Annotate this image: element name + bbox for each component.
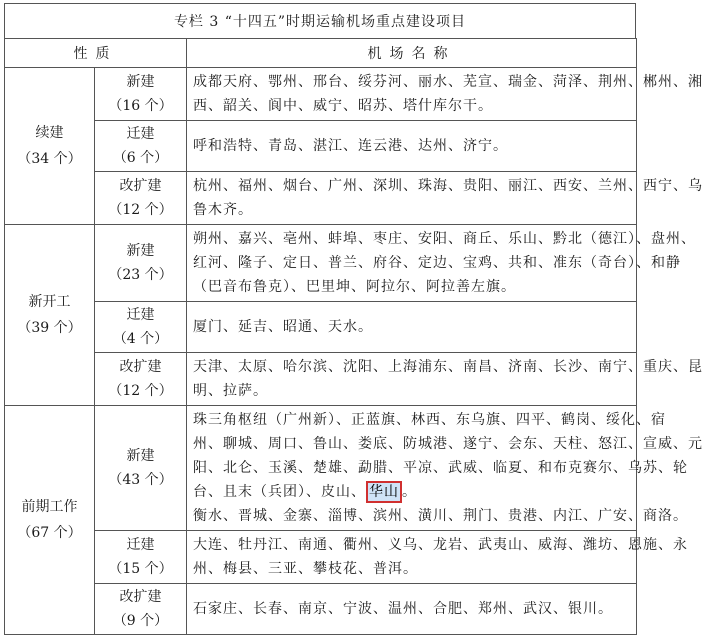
airport-list (187, 172, 703, 225)
airport-line: 珠三角枢纽（广州新）、正蓝旗、林西、东乌旗、四平、鹤岗、绥化、宿 (193, 412, 666, 428)
airport-line: 衡水、晋城、金寨、淄博、滨州、潢川、荆门、贵港、内江、广安、商洛。 (193, 508, 688, 524)
type-count: （23 个） (108, 267, 173, 283)
stage-cell-preliminary (5, 406, 95, 635)
type-name: 新建 (126, 243, 155, 259)
airport-list (187, 225, 696, 302)
airport-line: 州、梅县、三亚、攀枝花、普洱。 (193, 561, 418, 577)
type-cell (95, 121, 187, 172)
type-count: （43 个） (108, 472, 173, 488)
airport-line: 明、拉萨。 (193, 383, 268, 399)
header-airport-names: 机场名称 (187, 39, 637, 68)
type-count: （4 个） (112, 331, 169, 347)
type-count: （16 个） (108, 98, 173, 114)
airport-line: 阳、北仑、玉溪、楚雄、勐腊、平凉、武威、临夏、和布克赛尔、乌苏、轮 (193, 460, 688, 476)
type-cell (95, 68, 187, 121)
type-name: 迁建 (126, 307, 155, 323)
type-name: 迁建 (126, 126, 155, 142)
stage-count: （67 个） (17, 525, 82, 541)
type-cell (95, 172, 187, 225)
stage-cell-new-start (5, 225, 95, 406)
type-count: （12 个） (108, 202, 173, 218)
airport-line: 石家庄、长春、南京、宁波、温州、合肥、郑州、武汉、银川。 (193, 601, 613, 617)
table-row (5, 353, 637, 406)
airport-line: 朔州、嘉兴、亳州、蚌埠、枣庄、安阳、商丘、乐山、黔北（德江）、盘州、 (193, 231, 696, 247)
airport-list (187, 121, 637, 172)
stage-name: 新开工 (28, 294, 71, 310)
airport-line: 红河、隆子、定日、普兰、府谷、定边、宝鸡、共和、准东（奇台）、和静 (193, 255, 681, 271)
type-count: （6 个） (112, 150, 169, 166)
airport-list (187, 531, 688, 584)
header-row (5, 39, 637, 68)
airport-line: 鲁木齐。 (193, 202, 253, 218)
table-row (5, 68, 637, 121)
type-cell (95, 584, 187, 635)
airport-line: 天津、太原、哈尔滨、沈阳、上海浦东、南昌、济南、长沙、南宁、重庆、昆 (193, 359, 703, 375)
type-cell (95, 531, 187, 584)
type-cell (95, 225, 187, 302)
type-name: 改扩建 (119, 359, 162, 375)
header-nature: 性质 (5, 39, 187, 68)
table-title: 专栏 3 “十四五”时期运输机场重点建设项目 (4, 3, 636, 38)
airport-line: 成都天府、鄂州、邢台、绥芬河、丽水、芜宣、瑞金、菏泽、荆州、郴州、湘 (193, 74, 703, 90)
table-row (5, 172, 637, 225)
table-row (5, 584, 637, 635)
type-name: 新建 (126, 74, 155, 90)
table-row (5, 531, 637, 584)
airport-line: 大连、牡丹江、南通、衢州、义乌、龙岩、武夷山、威海、潍坊、恩施、永 (193, 537, 688, 553)
airport-line: 杭州、福州、烟台、广州、深圳、珠海、贵阳、丽江、西安、兰州、西宁、乌 (193, 178, 703, 194)
type-name: 改扩建 (119, 589, 162, 605)
type-cell (95, 353, 187, 406)
airport-line-text: 台、且末（兵团）、皮山、 (193, 484, 366, 500)
airport-line-end: 。 (402, 484, 417, 500)
airport-list (187, 353, 703, 406)
stage-cell-continuing (5, 68, 95, 225)
stage-name: 续建 (35, 125, 64, 141)
airport-line: 州、聊城、周口、鲁山、娄底、防城港、遂宁、会东、天柱、怒江、宣威、元 (193, 436, 703, 452)
type-cell (95, 406, 187, 531)
table-row (5, 302, 637, 353)
stage-name: 前期工作 (21, 499, 78, 515)
type-count: （9 个） (112, 613, 169, 629)
type-name: 迁建 (126, 537, 155, 553)
airport-line: 厦门、延吉、昭通、天水。 (193, 319, 373, 335)
table-row (5, 121, 637, 172)
type-name: 改扩建 (119, 178, 162, 194)
airport-line: 呼和浩特、青岛、湛江、连云港、达州、济宁。 (193, 138, 508, 154)
highlighted-airport: 华山 (366, 481, 402, 503)
type-count: （12 个） (108, 383, 173, 399)
airport-list (187, 68, 703, 121)
airport-line: （巴音布鲁克）、巴里坤、阿拉尔、阿拉善左旗。 (193, 279, 516, 295)
airport-list (187, 406, 703, 531)
type-name: 新建 (126, 448, 155, 464)
stage-count: （39 个） (17, 320, 82, 336)
airport-line (193, 480, 630, 504)
type-count: （15 个） (108, 561, 173, 577)
airport-list (187, 302, 637, 353)
airport-list (187, 584, 637, 635)
table-row (5, 406, 637, 531)
project-table-document (4, 3, 703, 635)
airport-projects-table (4, 38, 703, 635)
table-row (5, 225, 637, 302)
stage-count: （34 个） (17, 151, 82, 167)
type-cell (95, 302, 187, 353)
airport-line: 西、韶关、阆中、威宁、昭苏、塔什库尔干。 (193, 98, 493, 114)
